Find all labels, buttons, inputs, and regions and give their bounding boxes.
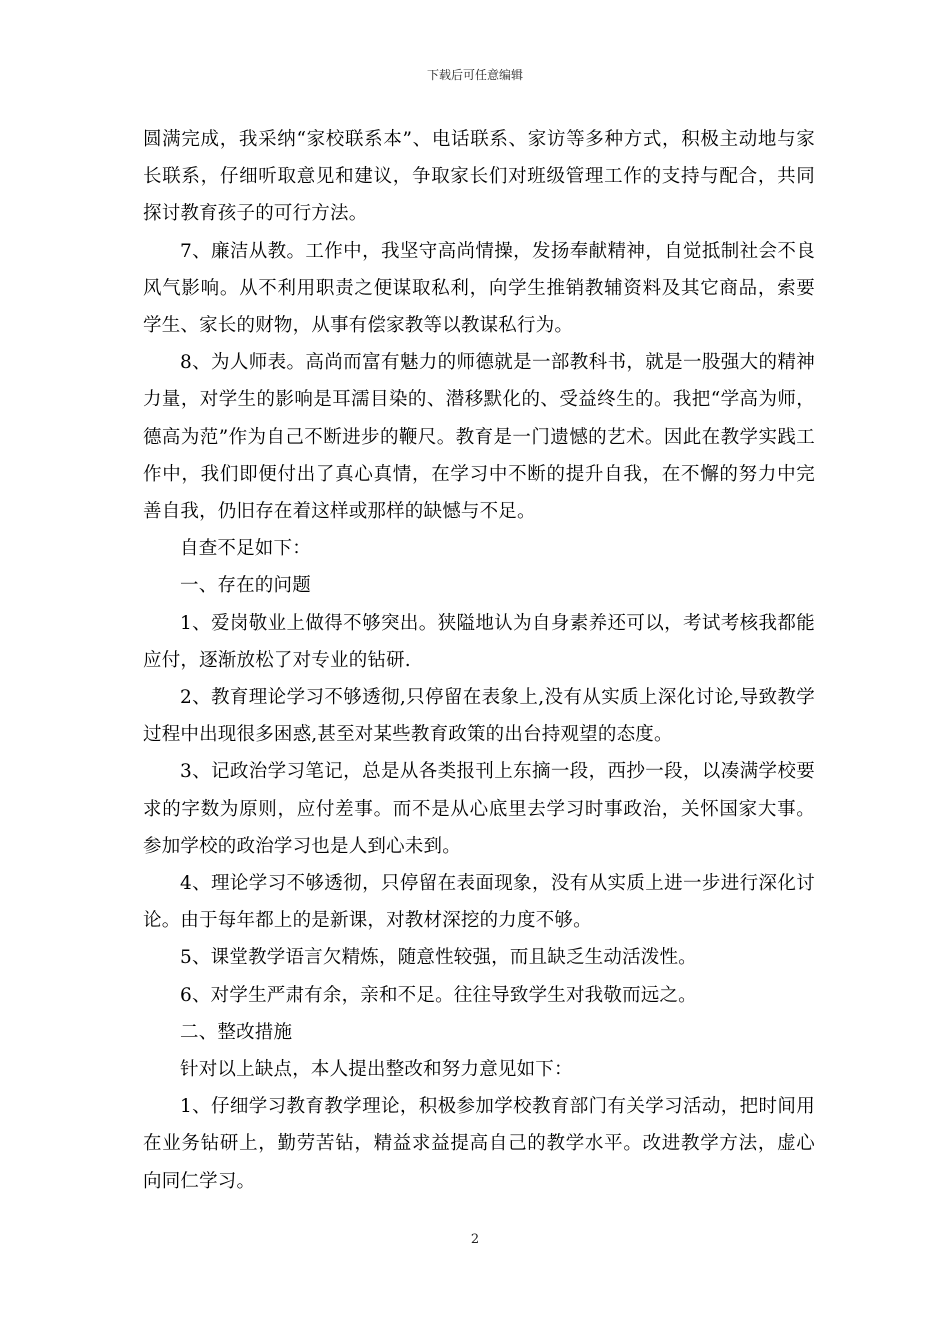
paragraph: 圆满完成，我采纳“家校联系本”、电话联系、家访等多种方式，积极主动地与家长联系，仔细听取意见和建议，争取家长们对班级管理工作的支持与配合，共同探讨教育孩子的可行方法。 [143,129,815,225]
paragraph: 5、课堂教学语言欠精炼，随意性较强，而且缺乏生动活泼性。 [180,947,697,969]
paragraph: 4、理论学习不够透彻，只停留在表面现象，没有从实质上进一步进行深化讨论。由于每年都上的是新课，对教材深挖的力度不够。 [143,873,815,932]
section-heading: 二、整改措施 [180,1021,293,1043]
paragraph: 自查不足如下： [180,538,311,560]
paragraph: 2、教育理论学习不够透彻,只停留在表象上,没有从实质上深化讨论,导致教学过程中出现很多困惑,甚至对某些教育政策的出台持观望的态度。 [143,687,815,746]
document-body [143,121,815,1200]
paragraph: 7、廉洁从教。工作中，我坚守高尚情操，发扬奉献精神，自觉抵制社会不良风气影响。从不利用职责之便谋取私利，向学生推销教辅资料及其它商品，索要学生、家长的财物，从事有偿家教等以教谋私行为。 [143,240,815,337]
paragraph: 8、为人师表。高尚而富有魅力的师德就是一部教科书，就是一股强大的精神力量，对学生的影响是耳濡目染的、潜移默化的、受益终生的。我把“学高为师，德高为范”作为自己不断进步的鞭尺。教育是一门遗憾的艺术。因此在教学实践工作中，我们即便付出了真心真情，在学习中不断的提升自我，在不懈的努力中完善自我，仍旧存在着这样或那样的缺憾与不足。 [143,352,815,523]
paragraph: 3、记政治学习笔记，总是从各类报刊上东摘一段，西抄一段，以凑满学校要求的字数为原则，应付差事。而不是从心底里去学习时事政治，关怀国家大事。参加学校的政治学习也是人到心未到。 [143,761,815,857]
paragraph: 1、仔细学习教育教学理论，积极参加学校教育部门有关学习活动，把时间用在业务钻研上，勤劳苦钻，精益求益提高自己的教学水平。改进教学方法，虚心向同仁学习。 [143,1096,815,1192]
section-heading: 一、存在的问题 [180,575,311,597]
page-header: 下载后可任意编辑 [426,68,523,82]
paragraph: 1、爱岗敬业上做得不够突出。狭隘地认为自身素养还可以，考试考核我都能应付，逐渐放松了对专业的钻研. [143,612,815,671]
paragraph: 针对以上缺点，本人提出整改和努力意见如下： [180,1059,573,1081]
page-number: 2 [470,1232,480,1247]
paragraph: 6、对学生严肃有余，亲和不足。往往导致学生对我敬而远之。 [180,984,697,1006]
